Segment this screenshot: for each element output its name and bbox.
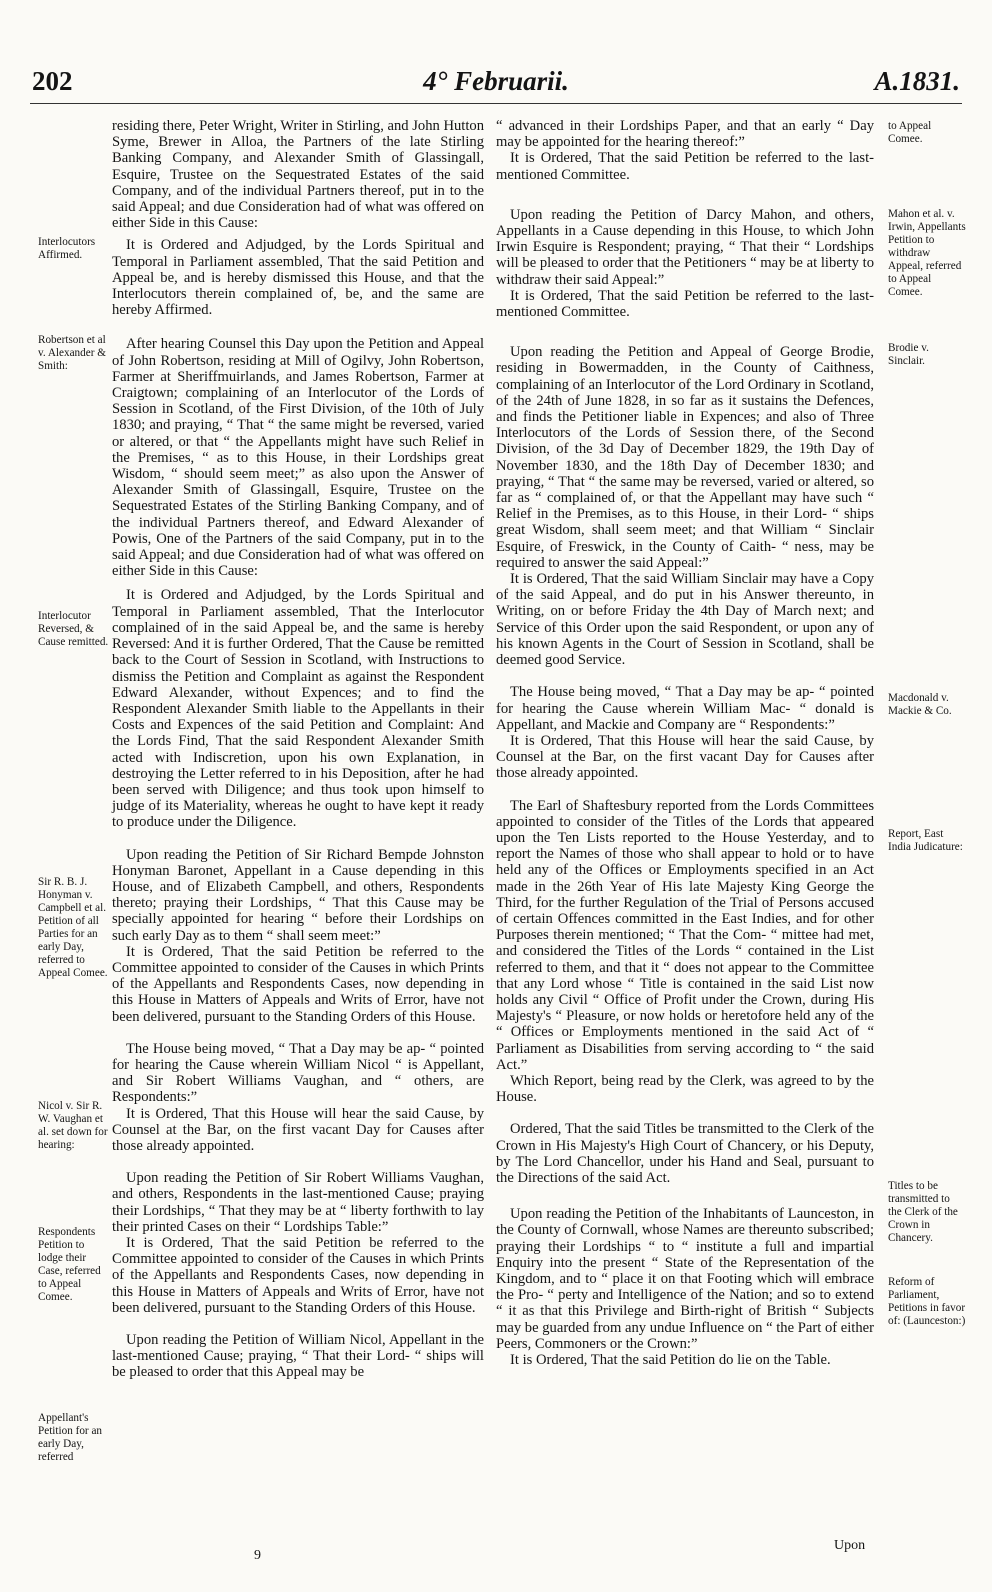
margin-note: Macdonald v. Mackie & Co. <box>888 692 952 717</box>
margin-note: Sir R. B. J. Honyman v. Campbell et al. Petition of all Parties for an early Day, referred to Appeal Comee. <box>38 876 108 979</box>
paragraph: The Earl of Shaftesbury reported from the Lords Committees appointed to consider of the Titles of the Lords that appeared upon the Ten Lists reported to the House Yesterday, and to report the Names of those who shall appear to hold or to have held any of the Offices or Employments specified in an Act made in the 26th Year of His late Majesty King George the Third, for the further Regulation of the Trial of Persons accused of certain Offences committed in the East Indies, and for other Purposes therein mentioned; “ That the Com- “ mittee had met, and considered the Titles of the Lords “ contained in the List referred to them, and that it “ does not appear to the Committee that any Lord whose “ Title is contained in the said List now holds any Civil “ Office of Profit under the Crown, during His Majesty's “ Pleasure, or now holds or heretofore held any of the “ Offices or Employments mentioned in the said Act of “ Parliament as Disabilities from serving according to “ the said Act.” <box>496 797 874 1073</box>
paragraph: Upon reading the Petition of William Nicol, Appellant in the last-mentioned Cause; praying, “ That their Lord- “ ships will be pleased to order that this Appeal may be <box>112 1332 484 1381</box>
page-header <box>28 60 964 104</box>
paragraph: Upon reading the Petition of the Inhabitants of Launceston, in the County of Cornwall, whose Names are thereunto subscribed; praying their Lordships “ to “ institute a full and impartial Enquiry into the present “ State of the Representation of the Kingdom, and to “ place it on that Footing which will embrace the Pro- “ perty and Intelligence of the Nation; and so to extend “ it as that this Privilege and Birth-right of British “ Subjects may be guarded from any undue Influence on “ the Part of either Peers, Commoners or the Crown:” <box>496 1206 874 1352</box>
paragraph: It is Ordered, That the said William Sinclair may have a Copy of the said Appeal, and do put in his Answer thereunto, in Writing, on or before Friday the 4th Day of March next; and Service of this Order upon the said Respondent, or upon any of his known Agents in the Court of Session in Scotland, shall be deemed good Service. <box>496 571 874 669</box>
paragraph: After hearing Counsel this Day upon the Petition and Appeal of John Robertson, residing at Mill of Ogilvy, John Robertson, Farmer at Sheriffmuirlands, and James Robertson, Farmer at Craigtown; complaining of an Interlocutor of the Lords of Session in Scotland, of the First Division, of the 10th of July 1830; and praying, “ That “ the same might be reversed, varied or altered, or that “ the Appellants might have such Relief in the Premises, “ as to this House, in their Lordships great Wisdom, “ should seem meet;” as also upon the Answer of Alexander Smith of Glassingall, Esquire, Trustee on the Sequestrated Estates of the Stirling Banking Company, and of the individual Partners thereof, and Edward Alexander of Powis, One of the Partners of the said Company, put in to the said Appeal; and due Consideration had of what was offered on either Side in this Cause: <box>112 336 484 580</box>
paragraph: It is Ordered, That the said Petition be referred to the Committee appointed to consider of the Causes in which Prints of the Appellants and Respondents Cases, now depending in this House in Matters of Appeals and Writs of Error, have not been delivered, pursuant to the Standing Orders of this House. <box>112 943 484 1025</box>
margin-note: to Appeal Comee. <box>888 120 932 145</box>
paragraph: It is Ordered, That the said Petition be referred to the last-mentioned Committee. <box>496 150 874 183</box>
margin-note: Reform of Parliament, Petitions in favor of: (Launceston:) <box>888 1276 966 1327</box>
margin-note: Interlocutors Affirmed. <box>38 236 96 261</box>
margin-note: Mahon et al. v. Irwin, Appellants Petition to withdraw Appeal, referred to Appeal Comee. <box>888 208 966 298</box>
margin-note: Robertson et al v. Alexander & Smith: <box>38 334 106 372</box>
paragraph: Which Report, being read by the Clerk, was agreed to by the House. <box>496 1072 874 1106</box>
header-rule <box>30 103 962 104</box>
margin-note: Appellant's Petition for an early Day, referred <box>38 1412 103 1463</box>
page-catchword: Upon <box>834 1538 866 1553</box>
right-column <box>496 118 874 1368</box>
paragraph: Upon reading the Petition and Appeal of George Brodie, residing in Bowermadden, in the County of Caithness, complaining of an Interlocutor of the Lord Ordinary in Scotland, of the 24th of June 1828, in so far as it sustains the Defences, and finds the Petitioner liable in Expences; and also of Three Interlocutors of the Lords of Session there, of the Second Division, of the 3d Day of December 1829, the 19th Day of November 1830, and the 18th Day of December 1830; and praying, “ That “ the same may be reversed, varied or altered, so far as “ complained of, or that the Appellant may have such “ Relief in the Premises, as to this House, in their Lord- “ ships great Wisdom, shall seem meet; and that William “ Sinclair Esquire, of Freswick, in the County of Caith- “ ness, may be required to answer the said Appeal:” <box>496 344 874 571</box>
paragraph: Upon reading the Petition of Sir Richard Bempde Johnston Honyman Baronet, Appellant in a Cause depending in this House, and of Elizabeth Campbell, and others, Respondents thereto; praying their Lordships, “ That this Cause may be specially appointed for hearing “ before their Lordships on such early Day as to them “ shall seem meet:” <box>112 846 484 944</box>
paragraph: Upon reading the Petition of Darcy Mahon, and others, Appellants in a Cause depending in this House, to which John Irwin Esquire is Respondent; praying, “ That their “ Lordships will be pleased to order that the Petitioners “ may be at liberty to withdraw their said Appeal:” <box>496 206 874 288</box>
paragraph: It is Ordered, That this House will hear the said Cause, by Counsel at the Bar, on the first vacant Day for Causes after those already appointed. <box>496 732 874 782</box>
margin-note: Interlocutor Reversed, & Cause remitted. <box>38 610 109 648</box>
page-signature: 9 <box>254 1548 261 1563</box>
paragraph: It is Ordered, That the said Petition be referred to the Committee appointed to consider of the Causes in which Prints of the Appellants and Respondents Cases, now depending in this House in Matters of Appeals and Writs of Error, have not been delivered, pursuant to the Standing Orders of this House. <box>112 1235 484 1316</box>
margin-note: Nicol v. Sir R. W. Vaughan et al. set down for hearing: <box>38 1100 108 1151</box>
paragraph: “ advanced in their Lordships Paper, and that an early “ Day may be appointed for the hearing thereof:” <box>496 118 874 151</box>
page-number: 202 <box>32 66 73 96</box>
paragraph: Upon reading the Petition of Sir Robert Williams Vaughan, and others, Respondents in the last-mentioned Cause; praying their Lordships, “ That they may be at “ liberty forthwith to lay their printed Cases on their “ Lordships Table:” <box>112 1170 484 1235</box>
paragraph: The House being moved, “ That a Day may be ap- “ pointed for hearing the Cause wherein William Mac- “ donald is Appellant, and Mackie and Company are “ Respondents:” <box>496 684 874 733</box>
paragraph: It is Ordered and Adjudged, by the Lords Spiritual and Temporal in Parliament assembled, That the Interlocutor complained of in the said Appeal be, and the same is hereby Reversed: And it is further Ordered, That the Cause be remitted back to the Court of Session in Scotland, with Instructions to dismiss the Petition and Complaint as against the Respondent Edward Alexander, without Expences; and to find the Respondent Alexander Smith liable to the Appellants in their Costs and Expences of the said Petition and Complaint: And the Lords Find, That the said Respondent Alexander Smith acted with Indiscretion, upon his own Explanation, in destroying the Letter referred to in his Deposition, after he had been served with Diligence; and thus took upon himself to judge of its Materiality, whereas he ought to have kept it ready to produce under the Diligence. <box>112 587 484 831</box>
margin-note: Brodie v. Sinclair. <box>888 342 929 367</box>
left-column <box>112 118 484 1381</box>
paragraph: It is Ordered, That this House will hear the said Cause, by Counsel at the Bar, on the first vacant Day for Causes after those already appointed. <box>112 1105 484 1154</box>
paragraph: The House being moved, “ That a Day may be ap- “ pointed for hearing the Cause wherein William Nicol “ is Appellant, and Sir Robert Williams Vaughan, and “ others, are Respondents:” <box>112 1040 484 1106</box>
page-year: A.1831. <box>874 66 960 96</box>
paragraph: Ordered, That the said Titles be transmitted to the Clerk of the Crown in His Majesty's High Court of Chancery, or his Deputy, by The Lord Chancellor, under his Hand and Seal, pursuant to the Directions of the said Act. <box>496 1121 874 1186</box>
page-date: 4° Februarii. <box>423 66 569 96</box>
paragraph: residing there, Peter Wright, Writer in Stirling, and John Hutton Syme, Brewer in Alloa, the Partners of the late Stirling Banking Company, and Alexander Smith of Glassingall, Esquire, Trustee on the Sequestrated Estates of the said Company, and of the individual Partners thereof, put in to the said Appeal; and due Consideration had of what was offered on either Side in this Cause: <box>112 118 484 232</box>
paragraph: It is Ordered, That the said Petition do lie on the Table. <box>510 1352 831 1369</box>
margin-note: Titles to be transmitted to the Clerk of the Crown in Chancery. <box>888 1180 958 1244</box>
paragraph: It is Ordered and Adjudged, by the Lords Spiritual and Temporal in Parliament assembled, That the said Petition and Appeal be, and is hereby dismissed this House, and that the Interlocutors therein complained of, be, and the same are hereby Affirmed. <box>112 237 484 319</box>
margin-note: Report, East India Judicature: <box>888 828 963 853</box>
margin-note: Respondents Petition to lodge their Case, referred to Appeal Comee. <box>38 1226 101 1303</box>
paragraph: It is Ordered, That the said Petition be referred to the last-mentioned Committee. <box>496 287 874 321</box>
